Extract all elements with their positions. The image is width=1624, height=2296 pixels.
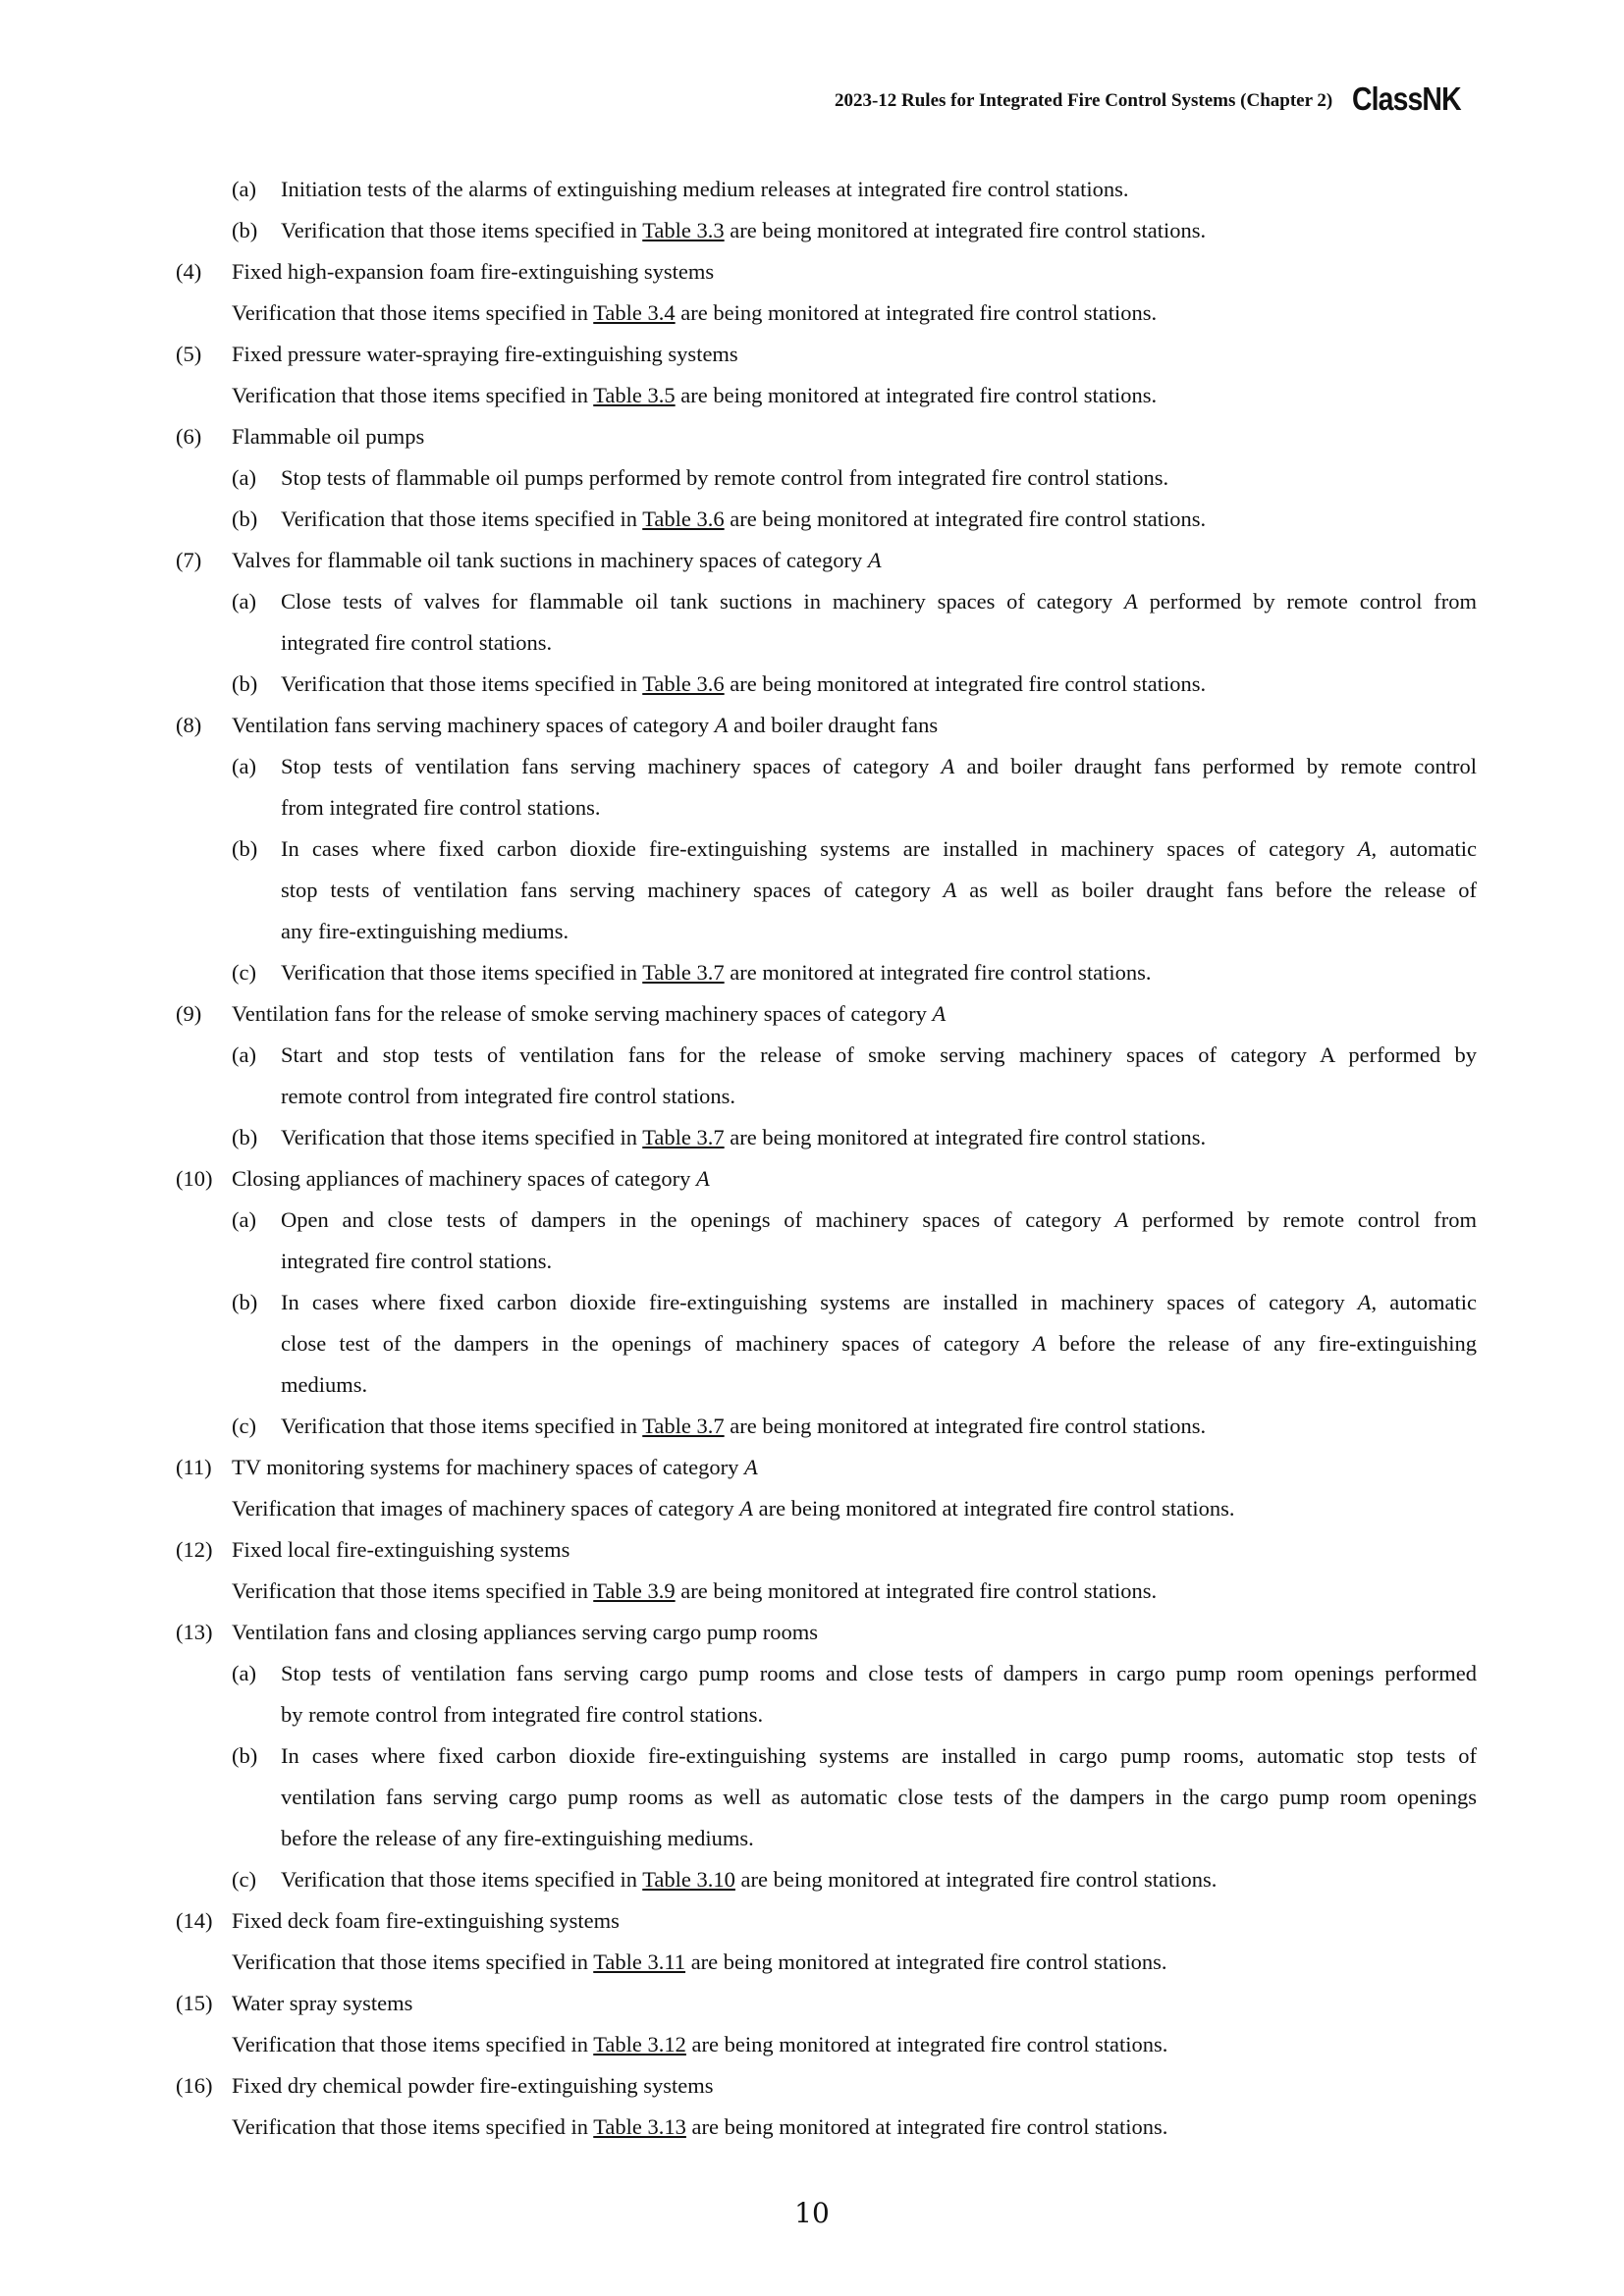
item-text [281,1777,1477,1818]
item-number: (c) [232,960,256,985]
item-text [232,1447,758,1488]
item-number: (b) [232,671,258,696]
text-line [0,1488,1624,1529]
item-number: (a) [232,177,256,201]
item-number: (8) [176,713,202,737]
text-line [0,251,1624,293]
item-text [232,1612,818,1653]
item-text [281,664,1477,705]
item-text [281,870,1477,911]
text-line [0,664,1624,705]
text-line [0,1200,1624,1241]
item-number: (14) [176,1908,213,1933]
item-text [281,581,1477,622]
text-line [0,416,1624,457]
text-run: are being monitored at integrated fire control stations. [734,1867,1218,1892]
text-run: stop tests of ventilation fans serving machinery spaces of category [281,878,944,902]
item-text [281,1117,1477,1158]
category-letter: A [941,754,955,778]
text-line [0,1158,1624,1200]
item-text [232,2107,1167,2148]
item-text [232,705,938,746]
text-run: are being monitored at integrated fire control stations. [675,383,1158,407]
table-reference-link[interactable]: Table 3.7 [642,1125,725,1149]
item-text [281,1323,1477,1364]
category-letter: A [932,1001,947,1026]
page-header [835,75,1479,118]
text-line [0,1735,1624,1777]
item-text [232,993,946,1035]
item-text [232,1983,412,2024]
text-run: are being monitored at integrated fire control stations. [724,218,1207,242]
text-line [0,1612,1624,1653]
item-number: (13) [176,1620,213,1644]
text-line [0,1859,1624,1900]
text-line [0,705,1624,746]
text-line [0,1529,1624,1571]
text-run: any fire-extinguishing mediums. [281,919,569,943]
item-text [232,2024,1167,2065]
text-run: Water spray systems [232,1991,413,2015]
text-run: Fixed deck foam fire-extinguishing systems [232,1908,620,1933]
text-line [0,1282,1624,1323]
text-run: by remote control from integrated fire control stations. [281,1702,764,1727]
item-text [281,1653,1477,1694]
item-text [281,1818,1477,1859]
document-body [0,169,1624,2148]
text-run: Verification that those items specified in [281,1867,643,1892]
text-run: Close tests of valves for flammable oil tank suctions in machinery spaces of category [281,589,1125,614]
item-text [281,1735,1477,1777]
text-run: In cases where fixed carbon dioxide fire-extinguishing systems are installed in machinery spaces of category [281,1290,1358,1314]
category-letter: A [695,1166,710,1191]
item-number: (12) [176,1537,213,1562]
item-text [281,1364,1477,1406]
item-text [281,499,1477,540]
text-line [0,1406,1624,1447]
text-run: are being monitored at integrated fire control stations. [724,507,1207,531]
item-number: (c) [232,1414,256,1438]
item-number: (a) [232,589,256,614]
text-run: remote control from integrated fire control stations. [281,1084,735,1108]
text-run: and boiler draught fans performed by remote control [954,754,1477,778]
text-line [0,622,1624,664]
text-run: are being monitored at integrated fire control stations. [724,1125,1207,1149]
table-reference-link[interactable]: Table 3.6 [642,671,725,696]
item-text [281,828,1477,870]
text-run: before the release of any fire-extinguishing [1046,1331,1477,1356]
text-run: Fixed pressure water-spraying fire-extinguishing systems [232,342,738,366]
item-number: (b) [232,836,258,861]
text-run: before the release of any fire-extinguishing mediums. [281,1826,754,1850]
text-line [0,2024,1624,2065]
table-reference-link[interactable]: Table 3.10 [642,1867,735,1892]
item-text [281,169,1477,210]
text-run: Verification that those items specified in [232,2032,594,2056]
text-line [0,1117,1624,1158]
item-number: (b) [232,1290,258,1314]
text-line [0,1653,1624,1694]
item-number: (a) [232,1207,256,1232]
text-run: are being monitored at integrated fire control stations. [753,1496,1235,1521]
text-run: are being monitored at integrated fire control stations. [724,671,1207,696]
classnk-logo: ClassNK [1352,80,1461,117]
text-run: TV monitoring systems for machinery spaces of category [232,1455,744,1479]
text-run: Verification that images of machinery spaces of category [232,1496,740,1521]
text-line [0,1818,1624,1859]
item-text [281,457,1477,499]
text-run: Closing appliances of machinery spaces of category [232,1166,696,1191]
text-run: performed by remote control from [1128,1207,1477,1232]
table-reference-link[interactable]: Table 3.13 [593,2114,686,2139]
text-line [0,1323,1624,1364]
text-line [0,746,1624,787]
text-run: Verification that those items specified in [232,2114,594,2139]
item-number: (10) [176,1166,213,1191]
text-line [0,499,1624,540]
table-reference-link[interactable]: Table 3.11 [593,1949,686,1974]
item-number: (a) [232,465,256,490]
table-reference-link[interactable]: Table 3.12 [593,2032,686,2056]
item-text [281,911,1477,952]
item-text [281,952,1477,993]
text-run: , automatic [1371,1290,1477,1314]
item-text [232,1158,710,1200]
text-run: Flammable oil pumps [232,424,425,449]
text-run: Verification that those items specified in [281,1125,643,1149]
category-letter: A [739,1496,754,1521]
table-reference-link[interactable]: Table 3.9 [593,1578,676,1603]
item-text [281,1200,1477,1241]
header-title: 2023-12 Rules for Integrated Fire Control Systems (Chapter 2) [834,90,1333,111]
text-run: and boiler draught fans [728,713,939,737]
text-line [0,1777,1624,1818]
text-run: In cases where fixed carbon dioxide fire-extinguishing systems are installed in cargo pump rooms, automatic stop tests of [281,1743,1477,1768]
item-text [232,540,882,581]
category-letter: A [1032,1331,1047,1356]
text-run: Valves for flammable oil tank suctions in machinery spaces of category [232,548,868,572]
text-run: Fixed high-expansion foam fire-extinguishing systems [232,259,715,284]
text-line [0,828,1624,870]
page-number: 10 [794,2197,830,2229]
text-run: Verification that those items specified in [281,218,643,242]
text-line [0,540,1624,581]
item-text [232,1571,1157,1612]
table-reference-link[interactable]: Table 3.5 [593,383,676,407]
text-run: Verification that those items specified in [232,383,594,407]
item-text [232,334,738,375]
item-text [232,1488,1235,1529]
text-run: , automatic [1371,836,1477,861]
item-number: (b) [232,218,258,242]
text-line [0,1900,1624,1942]
category-letter: A [1357,1290,1372,1314]
text-run: are being monitored at integrated fire control stations. [675,300,1158,325]
category-letter: A [714,713,729,737]
text-run: Stop tests of flammable oil pumps performed by remote control from integrated fire control stations. [281,465,1169,490]
item-number: (11) [176,1455,212,1479]
table-reference-link[interactable]: Table 3.7 [642,960,725,985]
table-reference-link[interactable]: Table 3.6 [642,507,725,531]
text-line [0,581,1624,622]
category-letter: A [1114,1207,1129,1232]
item-text [281,1241,1477,1282]
item-number: (9) [176,1001,202,1026]
item-number: (7) [176,548,202,572]
text-line [0,952,1624,993]
item-number: (4) [176,259,202,284]
table-reference-link[interactable]: Table 3.7 [642,1414,725,1438]
text-run: In cases where fixed carbon dioxide fire-extinguishing systems are installed in machinery spaces of category [281,836,1358,861]
category-letter: A [867,548,882,572]
text-run: Ventilation fans serving machinery spaces of category [232,713,715,737]
text-run: as well as boiler draught fans before the release of [956,878,1478,902]
item-number: (a) [232,1042,256,1067]
text-run: Start and stop tests of ventilation fans for the release of smoke serving machinery spaces of category A performed by [281,1042,1477,1067]
item-text [281,1076,1477,1117]
text-line [0,1571,1624,1612]
text-run: are being monitored at integrated fire control stations. [685,2032,1168,2056]
text-line [0,1942,1624,1983]
text-line [0,1447,1624,1488]
text-line [0,293,1624,334]
item-text [232,1900,620,1942]
item-number: (15) [176,1991,213,2015]
item-text [281,787,1477,828]
text-run: from integrated fire control stations. [281,795,601,820]
text-run: mediums. [281,1372,368,1397]
text-run: Verification that those items specified in [281,507,643,531]
category-letter: A [1357,836,1372,861]
item-number: (b) [232,1743,258,1768]
text-line [0,1983,1624,2024]
item-number: (6) [176,424,202,449]
category-letter: A [943,878,957,902]
text-line [0,169,1624,210]
text-run: integrated fire control stations. [281,1249,553,1273]
item-number: (b) [232,507,258,531]
text-run: Verification that those items specified in [281,1414,643,1438]
text-line [0,334,1624,375]
item-text [232,1529,569,1571]
item-text [281,1406,1477,1447]
item-number: (a) [232,1661,256,1685]
item-text [232,375,1157,416]
text-run: Ventilation fans for the release of smoke serving machinery spaces of category [232,1001,933,1026]
text-run: Open and close tests of dampers in the openings of machinery spaces of category [281,1207,1115,1232]
text-run: Verification that those items specified in [232,1578,594,1603]
text-line [0,787,1624,828]
text-line [0,2107,1624,2148]
item-number: (5) [176,342,202,366]
item-number: (a) [232,754,256,778]
item-text [281,1035,1477,1076]
item-text [232,1942,1167,1983]
text-line [0,1035,1624,1076]
text-line [0,210,1624,251]
item-text [232,2065,714,2107]
item-text [281,1859,1477,1900]
text-run: performed by remote control from [1137,589,1477,614]
text-line [0,911,1624,952]
item-text [281,210,1477,251]
text-line [0,1076,1624,1117]
text-run: Stop tests of ventilation fans serving machinery spaces of category [281,754,942,778]
text-run: integrated fire control stations. [281,630,553,655]
item-text [232,293,1157,334]
item-number: (c) [232,1867,256,1892]
text-run: close test of the dampers in the openings of machinery spaces of category [281,1331,1033,1356]
item-text [281,746,1477,787]
text-run: Initiation tests of the alarms of extinguishing medium releases at integrated fire control stations. [281,177,1129,201]
text-run: are monitored at integrated fire control stations. [724,960,1152,985]
text-line [0,2065,1624,2107]
category-letter: A [1124,589,1138,614]
item-text [281,1694,1477,1735]
text-run: Verification that those items specified in [232,1949,594,1974]
item-text [232,251,714,293]
text-run: Verification that those items specified in [232,300,594,325]
text-run: are being monitored at integrated fire control stations. [685,1949,1167,1974]
text-line [0,457,1624,499]
text-line [0,1694,1624,1735]
text-run: Ventilation fans and closing appliances serving cargo pump rooms [232,1620,818,1644]
item-text [232,416,424,457]
text-run: are being monitored at integrated fire control stations. [675,1578,1158,1603]
text-line [0,993,1624,1035]
text-run: Fixed dry chemical powder fire-extinguishing systems [232,2073,714,2098]
category-letter: A [743,1455,758,1479]
text-run: Verification that those items specified in [281,671,643,696]
text-line [0,1364,1624,1406]
text-line [0,1241,1624,1282]
text-line [0,870,1624,911]
item-text [281,1282,1477,1323]
item-number: (16) [176,2073,213,2098]
text-run: are being monitored at integrated fire control stations. [685,2114,1168,2139]
item-text [281,622,1477,664]
text-run: Stop tests of ventilation fans serving cargo pump rooms and close tests of dampers in cargo pump room openings performed [281,1661,1477,1685]
text-run: ventilation fans serving cargo pump rooms as well as automatic close tests of the dampers in the cargo pump room openings [281,1785,1477,1809]
table-reference-link[interactable]: Table 3.4 [593,300,676,325]
text-run: are being monitored at integrated fire control stations. [724,1414,1207,1438]
item-number: (b) [232,1125,258,1149]
text-run: Fixed local fire-extinguishing systems [232,1537,570,1562]
text-line [0,375,1624,416]
table-reference-link[interactable]: Table 3.3 [642,218,725,242]
text-run: Verification that those items specified in [281,960,643,985]
